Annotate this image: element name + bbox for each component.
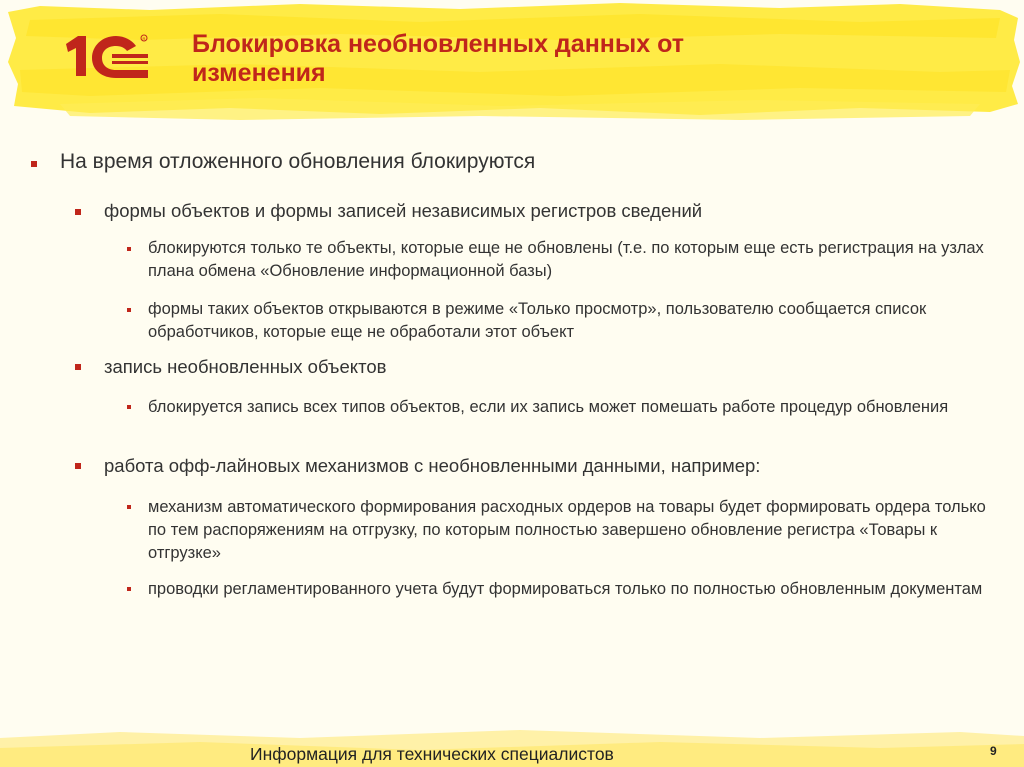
list-item-level2: формы объектов и формы записей независимых регистров сведений (104, 200, 703, 221)
page-title: Блокировка необновленных данных от изменения (192, 30, 684, 87)
bullet-icon (75, 463, 81, 469)
page-number: 9 (990, 744, 997, 758)
list-item-level2: запись необновленных объектов (104, 356, 387, 377)
list-item-level3: механизм автоматического формирования расходных ордеров на товары будет формировать ордера только по тем распоряжениям на отгрузку, по которым полностью завершено обновление регистра «Товары к отгрузке» (148, 498, 986, 562)
bullet-icon (127, 247, 131, 251)
footer-caption: Информация для технических специалистов (250, 744, 614, 764)
list-item-level3: формы таких объектов открываются в режиме «Только просмотр», пользователю сообщается список обработчиков, которые еще не обработали этот объект (148, 300, 927, 341)
svg-text:R: R (142, 36, 146, 41)
list-item-level3: блокируется запись всех типов объектов, если их запись может помешать работе процедур обновления (148, 398, 949, 416)
bullet-icon (31, 161, 37, 167)
list-item-level1: На время отложенного обновления блокируются (60, 150, 536, 173)
bullet-icon (127, 308, 131, 312)
list-item-level2: работа офф-лайновых механизмов с необновленными данными, например: (104, 455, 761, 476)
bullet-icon (75, 364, 81, 370)
list-item-level3: блокируются только те объекты, которые еще не обновлены (т.е. по которым еще есть регистрация на узлах плана обмена «Обновление информационной базы) (148, 239, 984, 280)
list-item-level3: проводки регламентированного учета будут формироваться только по полностью обновленным документам (148, 580, 983, 598)
bullet-icon (127, 505, 131, 509)
bullet-icon (127, 587, 131, 591)
bullet-icon (75, 209, 81, 215)
bullet-icon (127, 405, 131, 409)
1c-logo (60, 30, 152, 82)
